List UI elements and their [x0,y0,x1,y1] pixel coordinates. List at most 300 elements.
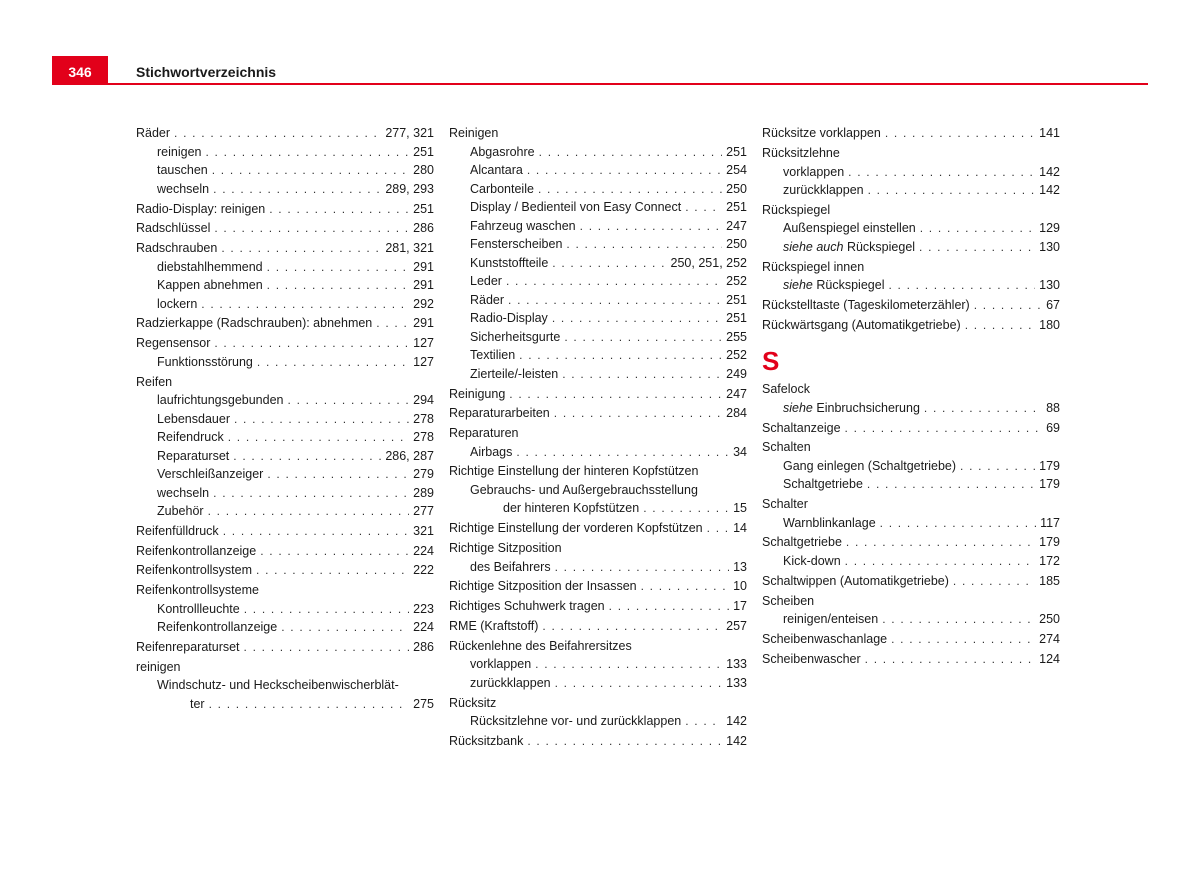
entry-text: Kontrollleuchte [157,601,240,616]
index-subentry [136,465,434,484]
index-subentry [449,198,747,217]
entry-pages: 222 [413,563,434,578]
entry-text: Rückwärtsgang (Automatikgetriebe) [762,317,961,332]
index-subentry [449,217,747,236]
entry-pages: 67 [1046,297,1060,312]
entry-text: vorklappen [783,164,845,179]
entry-text: Schaltgetriebe [783,477,863,492]
index-entry [762,495,1060,514]
entry-text: Rücksitze vorklappen [762,126,881,141]
entry-pages: 179 [1039,458,1060,473]
dot-leader [205,143,409,162]
entry-term [470,161,523,180]
entry-pages: 247 [726,218,747,233]
index-subentry [762,457,1060,476]
index-entry [762,296,1060,315]
index-entry [762,650,1060,669]
dot-leader [867,475,1035,494]
entry-text: Scheiben [762,593,815,608]
dot-leader [223,522,409,541]
entry-pages: 142 [1039,164,1060,179]
dot-leader [566,235,722,254]
page-number: 346 [52,56,108,84]
index-subentry [449,161,747,180]
entry-pages: 180 [1039,317,1060,332]
index-subentry [449,235,747,254]
index-entry [762,572,1060,591]
entry-pages: 133 [726,675,747,690]
entry-text: Rückspiegel [762,202,831,217]
dot-leader [212,161,409,180]
entry-text: Räder [470,292,505,307]
entry-term [157,353,253,372]
index-subentry [762,163,1060,182]
index-entry [449,694,747,713]
entry-text: der hinteren Kopfstützen [503,501,640,516]
entry-term [762,124,881,143]
index-entry [136,219,434,238]
dot-leader [965,316,1035,335]
dot-leader [848,163,1035,182]
entry-pages: 130 [1039,239,1060,254]
dot-leader [707,519,729,538]
entry-pages: 127 [413,336,434,351]
index-subentry [136,353,434,372]
dot-leader [269,200,409,219]
entry-text: Verschleißanzeiger [157,467,264,482]
index-entry [136,124,434,143]
entry-term [783,552,841,571]
see-reference: siehe auch [783,239,844,254]
entry-pages: 251 [726,200,747,215]
index-subentry [136,180,434,199]
entry-term [157,391,284,410]
dot-leader [213,484,409,503]
entry-pages: 277 [413,504,434,519]
entry-term [762,296,970,315]
entry-term [449,519,703,538]
index-subentry [762,219,1060,238]
entry-text: Zierteile/-leisten [470,366,559,381]
entry-text: Airbags [470,444,513,459]
dot-leader [539,143,723,162]
dot-leader [214,334,409,353]
entry-term [157,695,205,714]
dot-leader [643,499,729,518]
entry-text: Kick-down [783,553,841,568]
index-entry [136,522,434,541]
entry-term [470,328,560,347]
entry-text: Safelock [762,382,810,397]
entry-pages: 10 [733,579,747,594]
entry-text: Sicherheitsgurte [470,329,561,344]
see-reference: siehe [783,278,813,293]
entry-pages: 142 [726,733,747,748]
entry-pages: 275 [413,696,434,711]
entry-pages: 88 [1046,400,1060,415]
index-subentry [449,365,747,384]
dot-leader [267,465,409,484]
entry-text: Richtige Sitzposition [449,541,562,556]
index-entry [449,577,747,596]
index-entry [762,124,1060,143]
dot-leader [214,219,409,238]
entry-term [449,617,538,636]
dot-leader [555,674,723,693]
dot-leader [880,514,1036,533]
entry-text: Rücksitzbank [449,733,524,748]
entry-text: Außenspiegel einstellen [783,221,916,236]
entry-text: Regensensor [136,336,211,351]
entry-text: Display / Bedienteil von Easy Connect [470,200,682,215]
entry-term [136,314,372,333]
dot-leader [228,428,409,447]
entry-text: wechseln [157,485,210,500]
index-column-3 [762,123,1060,668]
index-subentry [449,481,747,500]
dot-leader [234,410,409,429]
dot-leader [244,600,409,619]
entry-text: Radschlüssel [136,221,211,236]
dot-leader [609,597,729,616]
dot-leader [868,181,1036,200]
entry-text: Radzierkappe (Radschrauben): abnehmen [136,316,373,331]
index-entry [449,124,747,143]
entry-term [157,161,208,180]
entry-text: Reifenfülldruck [136,523,219,538]
entry-pages: 14 [733,521,747,536]
entry-term [449,385,505,404]
index-entry [136,581,434,600]
entry-text: Reifendruck [157,430,224,445]
entry-pages: 223 [413,601,434,616]
index-subentry [449,180,747,199]
index-subentry [136,295,434,314]
entry-term [449,539,562,558]
entry-pages: 278 [413,430,434,445]
dot-leader [288,391,410,410]
dot-leader [257,353,409,372]
entry-pages: 257 [726,618,747,633]
index-entry [449,462,747,481]
dot-leader [535,655,722,674]
entry-text: Richtige Einstellung der vorderen Kopfstützen [449,521,703,536]
dot-leader [564,328,722,347]
dot-leader [882,610,1035,629]
index-subentry [449,309,747,328]
entry-term [783,514,876,533]
dot-leader [846,533,1035,552]
entry-pages: 291 [413,259,434,274]
entry-text: Rückstelltaste (Tageskilometerzähler) [762,297,970,312]
entry-text: Fensterscheiben [470,237,563,252]
dot-leader [845,552,1035,571]
index-subentry [762,552,1060,571]
entry-text: Reifenreparaturset [136,640,240,655]
entry-text: Einbruchsicherung [816,400,920,415]
entry-text: Rücksitzlehne [762,146,840,161]
index-subentry [449,499,747,518]
entry-text: Kunststoffteile [470,255,549,270]
entry-text: reinigen [136,659,181,674]
entry-text: wechseln [157,181,210,196]
entry-text: Schaltgetriebe [762,535,842,550]
entry-term [449,694,496,713]
entry-pages: 278 [413,411,434,426]
entry-term [449,404,550,423]
entry-text: Reparaturen [449,426,519,441]
entry-term [470,558,551,577]
entry-text: Reifenkontrollanzeige [157,620,278,635]
entry-text: diebstahlhemmend [157,259,263,274]
entry-pages: 294 [413,393,434,408]
index-entry [136,638,434,657]
entry-text: RME (Kraftstoff) [449,618,539,633]
index-subentry [762,475,1060,494]
entry-pages: 289, 293 [385,181,434,196]
dot-leader [919,238,1035,257]
entry-term [449,462,698,481]
entry-term [157,600,240,619]
index-entry [449,617,747,636]
entry-pages: 321 [413,523,434,538]
dot-leader [267,258,410,277]
dot-leader [516,443,729,462]
index-entry [136,373,434,392]
index-subentry [449,443,747,462]
section-title: Stichwortverzeichnis [136,64,277,80]
entry-pages: 251 [726,292,747,307]
entry-term [783,181,864,200]
entry-term [470,235,562,254]
entry-pages: 286, 287 [385,448,434,463]
entry-term [157,258,263,277]
entry-term [136,200,265,219]
index-entry [762,316,1060,335]
index-subentry [449,143,747,162]
index-entry [449,404,747,423]
entry-term [470,217,576,236]
entry-term [762,572,949,591]
entry-text: Gebrauchs- und Außergebrauchsstellung [470,482,698,497]
entry-term [449,124,498,143]
entry-pages: 13 [733,559,747,574]
entry-pages: 127 [413,354,434,369]
dot-leader [888,276,1035,295]
entry-term [157,180,209,199]
entry-term [136,542,256,561]
index-subentry [449,254,747,273]
entry-pages: 291 [413,278,434,293]
entry-term [783,399,920,418]
entry-text: Reifenkontrollanzeige [136,543,257,558]
dot-leader [641,577,729,596]
entry-text: Carbonteile [470,181,534,196]
entry-text: Schalter [762,497,808,512]
entry-text: reinigen [157,144,202,159]
index-subentry [762,610,1060,629]
dot-leader [221,239,381,258]
entry-term [136,239,217,258]
entry-text: Alcantara [470,163,523,178]
index-subentry [136,502,434,521]
entry-term [783,276,884,295]
index-subentry [449,674,747,693]
dot-leader [555,558,729,577]
entry-text: Radio-Display: reinigen [136,201,266,216]
index-entry [762,438,1060,457]
entry-pages: 15 [733,501,747,516]
entry-pages: 172 [1039,553,1060,568]
entry-term [136,561,252,580]
entry-text: Funktionsstörung [157,354,253,369]
index-entry [449,424,747,443]
entry-term [470,180,534,199]
entry-text: laufrichtungsgebunden [157,393,284,408]
entry-text: Radschrauben [136,241,218,256]
dot-leader [527,161,722,180]
entry-pages: 286 [413,221,434,236]
entry-text: Textilien [470,348,516,363]
entry-text: Richtiges Schuhwerk tragen [449,599,605,614]
entry-text: Reinigen [449,126,499,141]
entry-term [136,638,240,657]
index-entry [762,258,1060,277]
entry-term [470,198,681,217]
index-subentry [136,410,434,429]
index-subentry [762,181,1060,200]
entry-pages: 124 [1039,651,1060,666]
entry-term [449,597,605,616]
entry-term [470,499,639,518]
entry-pages: 274 [1039,631,1060,646]
dot-leader [506,272,722,291]
entry-term [136,658,180,677]
entry-pages: 251 [726,144,747,159]
index-subentry [136,695,434,714]
entry-pages: 130 [1039,278,1060,293]
index-entry [762,380,1060,399]
index-column-2 [449,123,747,750]
entry-pages: 251 [726,311,747,326]
entry-pages: 69 [1046,420,1060,435]
index-letter-heading: S [762,346,780,377]
page-header [52,56,1148,86]
entry-text: Zubehör [157,504,204,519]
index-entry [762,419,1060,438]
entry-pages: 185 [1039,573,1060,588]
entry-text: Warnblinkanlage [783,515,876,530]
dot-leader [554,404,722,423]
index-subentry [762,514,1060,533]
index-subentry [136,258,434,277]
entry-pages: 249 [726,366,747,381]
index-entry [136,314,434,333]
entry-pages: 279 [413,467,434,482]
index-entry [136,239,434,258]
dot-leader [920,219,1035,238]
entry-text: Rücksitzlehne vor- und zurückklappen [470,714,682,729]
entry-term [157,502,204,521]
entry-text: Reparaturarbeiten [449,406,550,421]
entry-term [762,533,842,552]
entry-text: Reparaturset [157,448,230,463]
dot-leader [685,198,722,217]
entry-term [136,219,210,238]
entry-text: Rücksitz [449,695,497,710]
entry-pages: 17 [733,599,747,614]
dot-leader [580,217,723,236]
index-subentry [449,328,747,347]
entry-pages: 133 [726,657,747,672]
entry-term [136,522,219,541]
entry-pages: 179 [1039,477,1060,492]
entry-term [762,630,887,649]
entry-term [136,124,170,143]
entry-term [157,143,201,162]
index-subentry [136,143,434,162]
entry-term [783,163,844,182]
dot-leader [538,180,722,199]
entry-term [762,495,808,514]
entry-pages: 292 [413,296,434,311]
entry-text: Radio-Display [470,311,548,326]
entry-text: Schaltwippen (Automatikgetriebe) [762,573,949,588]
index-entry [449,519,747,538]
entry-term [449,577,637,596]
entry-term [783,475,863,494]
entry-term [470,272,502,291]
entry-pages: 280 [413,163,434,178]
dot-leader [267,276,409,295]
entry-pages: 281, 321 [385,241,434,256]
entry-term [449,637,632,656]
index-subentry [762,238,1060,257]
entry-term [157,484,209,503]
dot-leader [256,561,409,580]
entry-term [157,465,263,484]
index-subentry [449,291,747,310]
dot-leader [174,124,381,143]
entry-term [157,295,197,314]
entry-pages: 289 [413,485,434,500]
entry-pages: 250, 251, 252 [670,255,747,270]
entry-pages: 250 [1039,612,1060,627]
entry-pages: 117 [1040,515,1060,530]
dot-leader [562,365,722,384]
dot-leader [924,399,1042,418]
entry-term [449,424,519,443]
entry-pages: 284 [726,406,747,421]
entry-term [762,438,811,457]
entry-text: Rückspiegel innen [762,259,865,274]
dot-leader [244,638,410,657]
entry-term [762,592,814,611]
entry-term [136,581,259,600]
entry-term [136,373,172,392]
entry-term [470,674,551,693]
entry-term [157,410,230,429]
entry-text: Räder [136,126,171,141]
index-entry [762,201,1060,220]
entry-pages: 252 [726,348,747,363]
entry-text: Rückenlehne des Beifahrersitzes [449,638,632,653]
entry-term [762,380,810,399]
entry-term [157,447,229,466]
entry-pages: 247 [726,386,747,401]
entry-pages: 34 [733,444,747,459]
index-column-1 [136,123,434,713]
